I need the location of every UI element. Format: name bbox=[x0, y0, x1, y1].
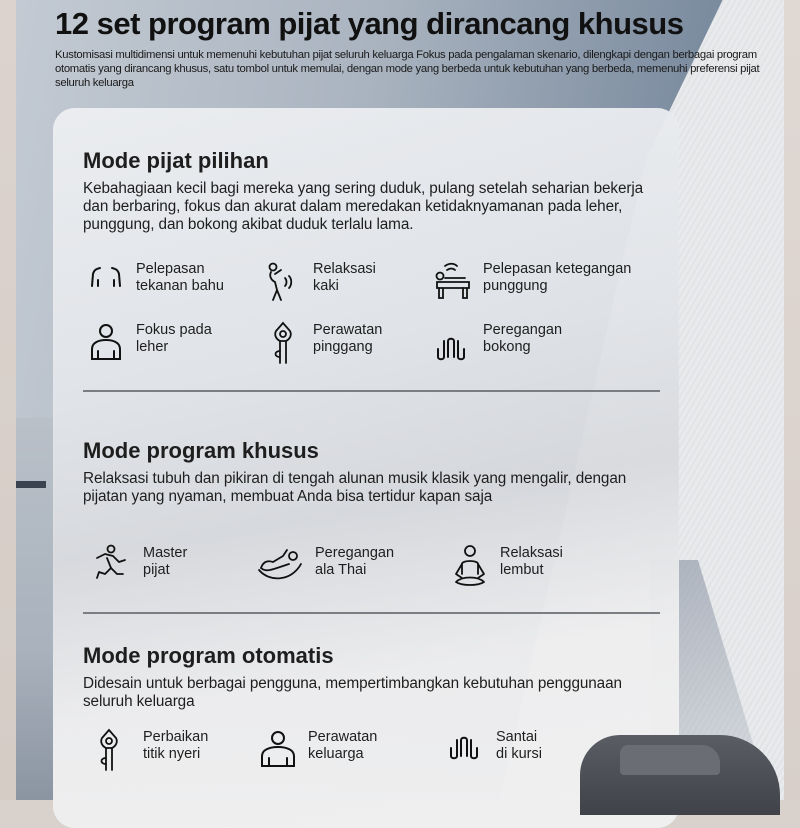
section-divider bbox=[83, 612, 660, 614]
page-subtitle: Kustomisasi multidimensi untuk memenuhi kebutuhan pijat seluruh keluarga Fokus pada pengalaman skenario, dilengkapi dengan berbagai program otomatis yang dirancang khusus, satu tombol untuk memulai, dengan mode yang berbeda untuk kebutuhan yang berbeda, memenuhi preferensi pijat seluruh keluarga bbox=[55, 49, 760, 89]
background-left-edge bbox=[0, 0, 16, 800]
section-description: Relaksasi tubuh dan pikiran di tengah alunan musik klasik yang mengalir, dengan pijatan yang nyaman, membuat Anda bisa tertidur kapan saja bbox=[83, 470, 627, 505]
background-left-scene bbox=[16, 418, 54, 800]
section-mode-pijat-pilihan bbox=[83, 148, 663, 234]
person-bust-icon bbox=[86, 321, 126, 365]
section-title: Mode program khusus bbox=[83, 438, 319, 463]
section-description: Kebahagiaan kecil bagi mereka yang sering duduk, pulang setelah seharian bekerja dan berbaring, fokus dan akurat dalam meredakan ketidaknyamanan pada leher, punggung, dan bokong akibat duduk terlalu lama. bbox=[83, 180, 644, 233]
feature-item bbox=[258, 728, 377, 772]
feature-item bbox=[263, 321, 382, 365]
feature-label: Pelepasan ketegangan punggung bbox=[483, 261, 632, 294]
feature-label: Peregangan ala Thai bbox=[315, 545, 395, 578]
feature-item bbox=[263, 260, 376, 304]
hip-stretch-icon bbox=[433, 321, 473, 365]
feature-item bbox=[93, 728, 208, 772]
hip-stretch-icon bbox=[446, 728, 486, 772]
feature-item bbox=[446, 728, 542, 772]
yoga-pose-icon bbox=[93, 728, 133, 772]
feature-item bbox=[450, 544, 563, 588]
feature-label: Perawatan keluarga bbox=[308, 729, 378, 762]
leg-stretch-icon bbox=[263, 260, 303, 304]
running-person-icon bbox=[93, 544, 133, 588]
yoga-pose-icon bbox=[263, 321, 303, 365]
feature-label: Fokus pada leher bbox=[136, 322, 212, 355]
program-card bbox=[53, 108, 679, 828]
section-mode-program-khusus bbox=[83, 438, 663, 506]
person-bust-icon bbox=[258, 728, 298, 772]
thai-stretch-icon bbox=[257, 544, 305, 588]
feature-label: Pelepasan tekanan bahu bbox=[136, 261, 224, 294]
massage-chair-image bbox=[580, 735, 780, 815]
section-title: Mode program otomatis bbox=[83, 643, 334, 668]
feature-item bbox=[93, 544, 187, 588]
feature-item bbox=[433, 260, 631, 304]
feature-label: Santai di kursi bbox=[496, 729, 542, 762]
feature-item bbox=[433, 321, 562, 365]
meditation-icon bbox=[450, 544, 490, 588]
feature-label: Perbaikan titik nyeri bbox=[143, 729, 209, 762]
massage-table-icon bbox=[433, 260, 473, 304]
section-description: Didesain untuk berbagai pengguna, mempertimbangkan kebutuhan penggunaan seluruh keluarga bbox=[83, 675, 622, 710]
background-right-edge bbox=[784, 0, 800, 800]
feature-label: Peregangan bokong bbox=[483, 322, 563, 355]
feature-item bbox=[86, 260, 224, 304]
section-mode-program-otomatis bbox=[83, 643, 663, 711]
feature-item bbox=[257, 544, 394, 588]
feature-label: Master pijat bbox=[143, 545, 188, 578]
header bbox=[55, 6, 760, 90]
feature-item bbox=[86, 321, 212, 365]
section-title: Mode pijat pilihan bbox=[83, 148, 269, 173]
shoulders-icon bbox=[86, 260, 126, 304]
feature-label: Relaksasi lembut bbox=[500, 545, 563, 578]
page-title: 12 set program pijat yang dirancang khusus bbox=[55, 6, 684, 41]
feature-label: Relaksasi kaki bbox=[313, 261, 376, 294]
feature-label: Perawatan pinggang bbox=[313, 322, 383, 355]
section-divider bbox=[83, 390, 660, 392]
